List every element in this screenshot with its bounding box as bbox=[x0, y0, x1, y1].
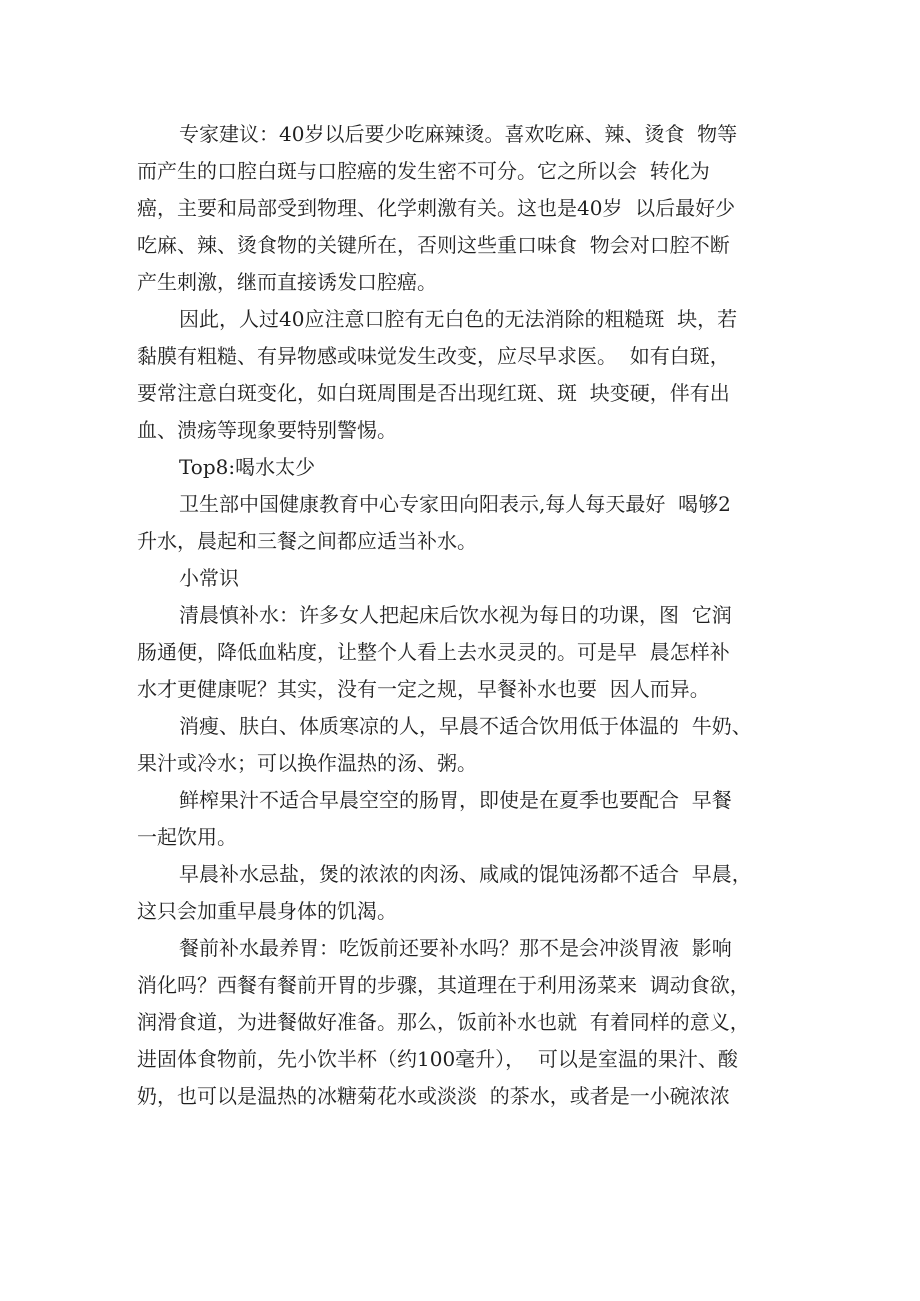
text-line: 奶，也可以是温热的冰糖菊花水或淡淡 的茶水，或者是一小碗浓浓 bbox=[137, 1084, 730, 1108]
text-line: 癌，主要和局部受到物理、化学刺激有关。这也是40岁 以后最好少 bbox=[137, 196, 736, 220]
text-line: 果汁或冷水；可以换作温热的汤、粥。 bbox=[137, 751, 477, 775]
text-line: 产生刺激，继而直接诱发口腔癌。 bbox=[137, 270, 437, 294]
text-line: 血、溃疡等现象要特别警惕。 bbox=[137, 418, 397, 442]
text-line: 卫生部中国健康教育中心专家田向阳表示,每人每天最好 喝够2 bbox=[179, 492, 731, 516]
text-line: 升水，晨起和三餐之间都应适当补水。 bbox=[137, 529, 477, 553]
text-line: 吃麻、辣、烫食物的关键所在，否则这些重口味食 物会对口腔不断 bbox=[137, 233, 730, 257]
text-line: 餐前补水最养胃：吃饭前还要补水吗？那不是会冲淡胃液 影响 bbox=[179, 936, 732, 960]
text-line: 水才更健康呢？其实，没有一定之规，早餐补水也要 因人而异。 bbox=[137, 677, 710, 701]
text-line: 早晨补水忌盐，煲的浓浓的肉汤、咸咸的馄饨汤都不适合 早晨， bbox=[179, 862, 752, 886]
text-line: 润滑食道，为进餐做好准备。那么，饭前补水也就 有着同样的意义， bbox=[137, 1010, 750, 1034]
text-line: 因此，人过40应注意口腔有无白色的无法消除的粗糙斑 块，若 bbox=[179, 307, 738, 331]
text-line: 进固体食物前，先小饮半杯（约100毫升）， 可以是室温的果汁、酸 bbox=[137, 1047, 738, 1071]
document-body bbox=[137, 116, 797, 1115]
text-line: Top8:喝水太少 bbox=[179, 455, 316, 479]
text-line: 肠通便，降低血粘度，让整个人看上去水灵灵的。可是早 晨怎样补 bbox=[137, 640, 730, 664]
text-line: 黏膜有粗糙、有异物感或味觉发生改变，应尽早求医。 如有白斑， bbox=[137, 344, 730, 368]
text-line: 小常识 bbox=[179, 566, 239, 590]
text-line: 清晨慎补水：许多女人把起床后饮水视为每日的功课，图 它润 bbox=[179, 603, 732, 627]
text-line: 要常注意白斑变化，如白斑周围是否出现红斑、斑 块变硬，伴有出 bbox=[137, 381, 730, 405]
text-line: 专家建议：40岁以后要少吃麻辣烫。喜欢吃麻、辣、烫食 物等 bbox=[179, 122, 738, 146]
text-line: 而产生的口腔白斑与口腔癌的发生密不可分。它之所以会 转化为 bbox=[137, 159, 710, 183]
text-line: 这只会加重早晨身体的饥渴。 bbox=[137, 899, 397, 923]
text-line: 消瘦、肤白、体质寒凉的人，早晨不适合饮用低于体温的 牛奶、 bbox=[179, 714, 752, 738]
text-line: 一起饮用。 bbox=[137, 825, 237, 849]
text-line: 鲜榨果汁不适合早晨空空的肠胃，即使是在夏季也要配合 早餐 bbox=[179, 788, 732, 812]
text-line: 消化吗？西餐有餐前开胃的步骤，其道理在于利用汤菜来 调动食欲， bbox=[137, 973, 750, 997]
